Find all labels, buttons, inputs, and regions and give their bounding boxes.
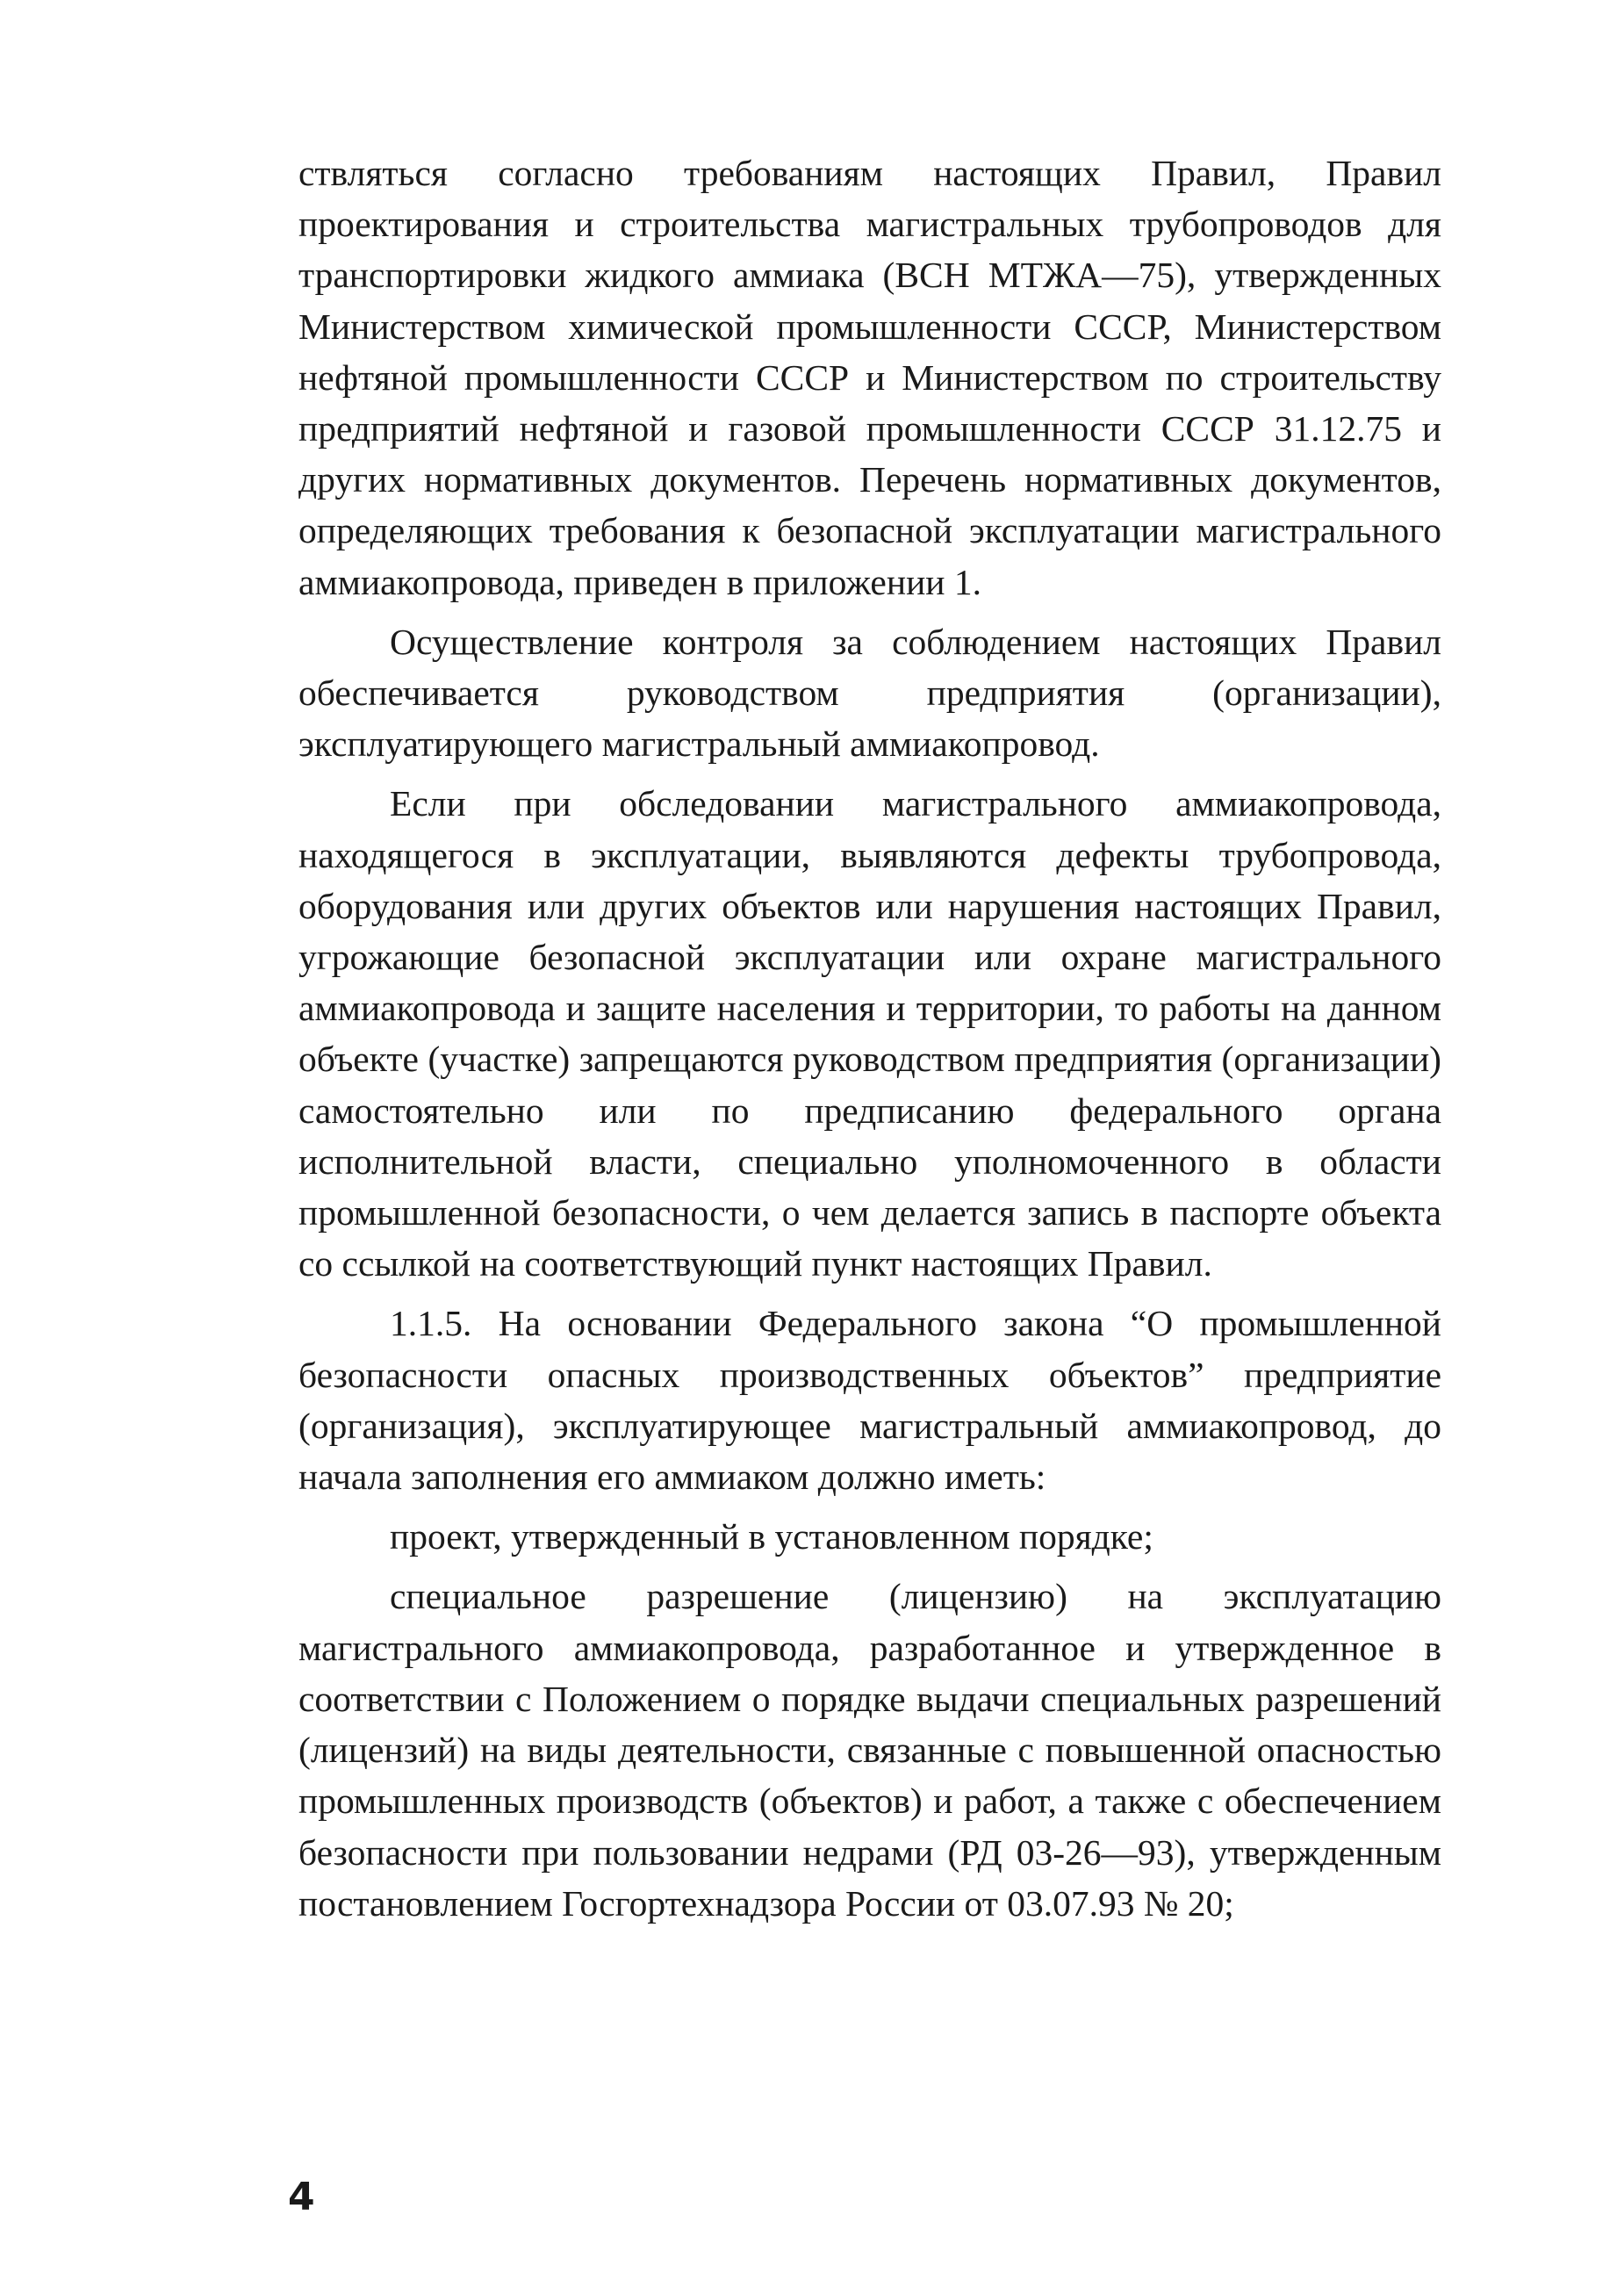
list-item-license: специальное разрешение (лицензию) на эксплуатацию магистрального аммиакопровода, разработанное и утвержденное в соответствии с Положением о порядке выдачи специальных разрешений (лицензий) на виды деятельности, связанные с повышенной опасностью промышленных производств (объектов) и работ, а также с обеспечением безопасности при пользовании недрами (РД 03-26—93), утвержденным постановлением Госгортехнадзора России от 03.07.93 № 20;	[298, 1576, 1441, 1924]
body-text	[298, 147, 1441, 1929]
page-number: 4	[288, 2175, 315, 2219]
paragraph-defects: Если при обследовании магистрального аммиакопровода, находящегося в эксплуатации, выявляются дефекты трубопровода, оборудования или других объектов или нарушения настоящих Правил, угрожающие безопасной эксплуатации или охране магистрального аммиакопровода и защите населения и территории, то работы на данном объекте (участке) запрещаются руководством предприятия (организации) самостоятельно или по предписанию федерального органа исполнительной власти, специально уполномоченного в области промышленной безопасности, о чем делается запись в паспорте объекта со ссылкой на соответствующий пункт настоящих Правил.	[298, 783, 1441, 1284]
paragraph-control: Осуществление контроля за соблюдением настоящих Правил обеспечивается руководством предприятия (организации), эксплуатирующего магистральный аммиакопровод.	[298, 621, 1441, 765]
paragraph-continuation: ствляться согласно требованиям настоящих Правил, Правил проектирования и строительства магистральных трубопроводов для транспортировки жидкого аммиака (ВСН МТЖА—75), утвержденных Министерством химической промышленности СССР, Министерством нефтяной промышленности СССР и Министерством по строительству предприятий нефтяной и газовой промышленности СССР 31.12.75 и других нормативных документов. Перечень нормативных документов, определяющих требования к безопасной эксплуатации магистрального аммиакопровода, приведен в приложении 1.	[298, 153, 1441, 602]
paragraph-clause-1-1-5: 1.1.5. На основании Федерального закона “О промышленной безопасности опасных производственных объектов” предприятие (организация), эксплуатирующее магистральный аммиакопровод, до начала заполнения его аммиаком должно иметь:	[298, 1303, 1441, 1498]
list-item-project: проект, утвержденный в установленном порядке;	[390, 1516, 1153, 1557]
